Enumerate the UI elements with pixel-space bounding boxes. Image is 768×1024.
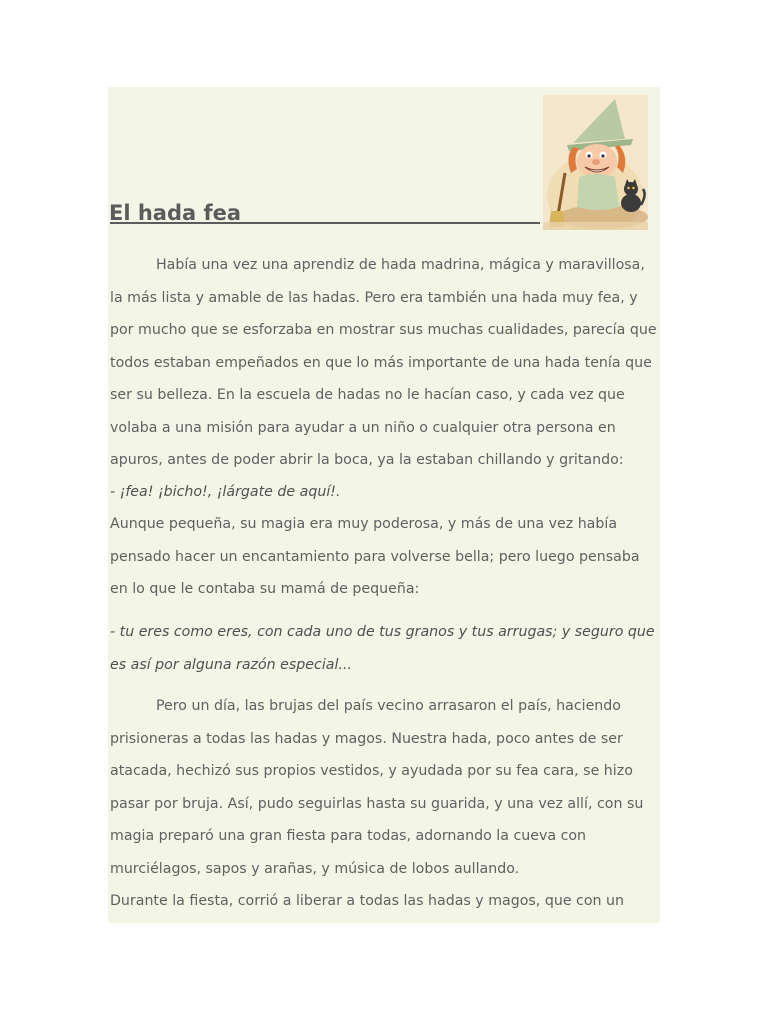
dialog-line-2: - tu eres como eres, con cada uno de tus granos y tus arrugas; y seguro que es así por alguna razón especial...: [110, 624, 655, 673]
paragraph-2: Aunque pequeña, su magia era muy poderosa, y más de una vez había pensado hacer un encantamiento para volverse bella; pero luego pensaba en lo que le contaba su mamá de pequeña:: [110, 516, 640, 597]
document-title: El hada fea: [109, 201, 242, 225]
dialog-line-1: - ¡fea! ¡bicho!, ¡lárgate de aquí!.: [110, 484, 341, 500]
document-page: [108, 87, 660, 923]
paragraph-3: Pero un día, las brujas del país vecino arrasaron el país, haciendo prisioneras a todas las hadas y magos. Nuestra hada, poco antes de ser atacada, hechizó sus propios vestidos, y ayudada por su fea cara, se hizo pasar por bruja. Así, pudo seguirlas hasta su guarida, y una vez allí, con su magia preparó una gran fiesta para todas, adornando la cueva con murciélagos, sapos y arañas, y música de lobos aullando.: [110, 698, 644, 877]
witch-with-cat-illustration-icon: [543, 95, 648, 230]
paragraph-1: Había una vez una aprendiz de hada madrina, mágica y maravillosa, la más lista y amable de las hadas. Pero era también una hada muy fea, y por mucho que se esforzaba en mostrar sus muchas cualidades, parecía que todos estaban empeñados en que lo más importante de una hada tenía que ser su belleza. En la escuela de hadas no le hacían caso, y cada vez que volaba a una misión para ayudar a un niño o cualquier otra persona en apuros, antes de poder abrir la boca, ya la estaban chillando y gritando:: [110, 257, 657, 468]
paragraph-4: Durante la fiesta, corrió a liberar a todas las hadas y magos, que con un: [110, 893, 625, 909]
title-underline: [110, 222, 540, 224]
